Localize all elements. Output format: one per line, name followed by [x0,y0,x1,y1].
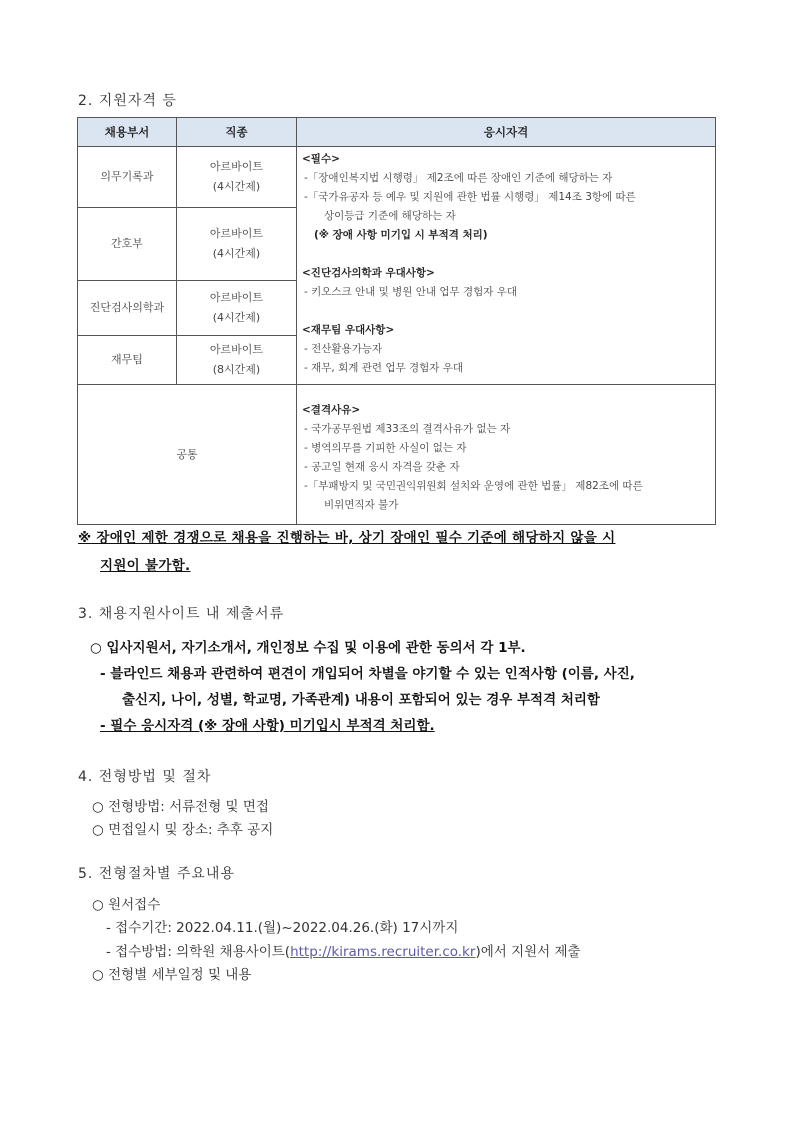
interview-schedule: ○ 면접일시 및 장소: 추후 공지 [92,822,274,838]
qualification-table [77,117,716,525]
blind-hiring-note: - 블라인드 채용과 관련하여 편견이 개입되어 차별을 야기할 수 있는 인적사항 (이름, 사진, [100,666,635,682]
application-period: - 접수기간: 2022.04.11.(월)~2022.04.26.(화) 17시까지 [106,920,459,936]
disqualification-cell [297,385,716,525]
disqualification-item: - 국가공무원법 제33조의 결격사유가 없는 자 [304,422,511,435]
table-row [78,147,716,208]
qualification-cell [297,147,716,385]
application-method: - 접수방법: 의학원 채용사이트(http://kirams.recruiter.co.kr)에서 지원서 제출 [106,944,581,960]
type-cell: 아르바이트 (8시간제) [177,336,297,385]
finance-pref-item: - 전산활용가능자 [304,343,383,355]
disqualification-item-cont: 비위면직자 불가 [324,498,399,511]
section-5-title: 5. 전형절차별 주요내용 [78,866,235,882]
dept-cell: 의무기록과 [78,147,177,208]
recruit-site-link[interactable]: http://kirams.recruiter.co.kr [290,944,476,960]
header-type: 직종 [177,118,297,147]
screening-method: ○ 전형방법: 서류전형 및 면접 [92,799,269,815]
section-2-title: 2. 지원자격 등 [78,93,177,109]
finance-pref-heading: <재무팀 우대사항> [302,324,395,336]
lab-pref-heading: <진단검사의학과 우대사항> [302,267,435,279]
header-qual: 응시자격 [297,118,716,147]
required-qual-note: - 필수 응시자격 (※ 장애 사항) 미기입시 부적격 처리함. [100,718,435,734]
lab-pref-item: - 키오스크 안내 및 병원 안내 업무 경험자 우대 [304,286,518,298]
section-3-title: 3. 채용지원사이트 내 제출서류 [78,606,284,622]
detail-schedule-item: ○ 전형별 세부일정 및 내용 [92,967,252,983]
required-note: (※ 장애 사항 미기입 시 부적격 처리) [314,229,488,241]
finance-pref-item: - 재무, 회계 관련 업무 경험자 우대 [304,362,464,374]
disqualification-item: -「부패방지 및 국민권익위원회 설치와 운영에 관한 법률」 제82조에 따른 [304,479,643,492]
required-item: -「국가유공자 등 예우 및 지원에 관한 법률 시행령」 제14조 3항에 따른 [304,191,636,203]
dept-cell: 진단검사의학과 [78,281,177,336]
disability-notice: ※ 장애인 제한 경쟁으로 채용을 진행하는 바, 상기 장애인 필수 기준에 해당하지 않을 시 지원이 불가함. [78,530,616,574]
dept-cell: 재무팀 [78,336,177,385]
blind-hiring-note-cont: 출신지, 나이, 성별, 학교명, 가족관계) 내용이 포함되어 있는 경우 부적격 처리함 [122,692,600,708]
type-cell: 아르바이트 (4시간제) [177,208,297,281]
disqualification-item: - 공고일 현재 응시 자격을 갖춘 자 [304,460,460,473]
common-cell: 공통 [78,385,297,525]
type-cell: 아르바이트 (4시간제) [177,281,297,336]
required-item-cont: 상이등급 기준에 해당하는 자 [324,210,456,222]
header-dept: 채용부서 [78,118,177,147]
required-item: -「장애인복지법 시행령」 제2조에 따른 장애인 기준에 해당하는 자 [304,172,613,184]
section-4-title: 4. 전형방법 및 절차 [78,769,212,785]
disqualification-item: - 병역의무를 기피한 사실이 없는 자 [304,441,467,454]
table-header-row [78,118,716,147]
disqualification-heading: <결격사유> [302,403,361,416]
required-heading: <필수> [302,153,340,165]
table-row-common [78,385,716,525]
application-item: ○ 원서접수 [92,897,161,913]
dept-cell: 간호부 [78,208,177,281]
type-cell: 아르바이트 (4시간제) [177,147,297,208]
documents-item: ○ 입사지원서, 자기소개서, 개인정보 수집 및 이용에 관한 동의서 각 1부. [90,640,526,656]
